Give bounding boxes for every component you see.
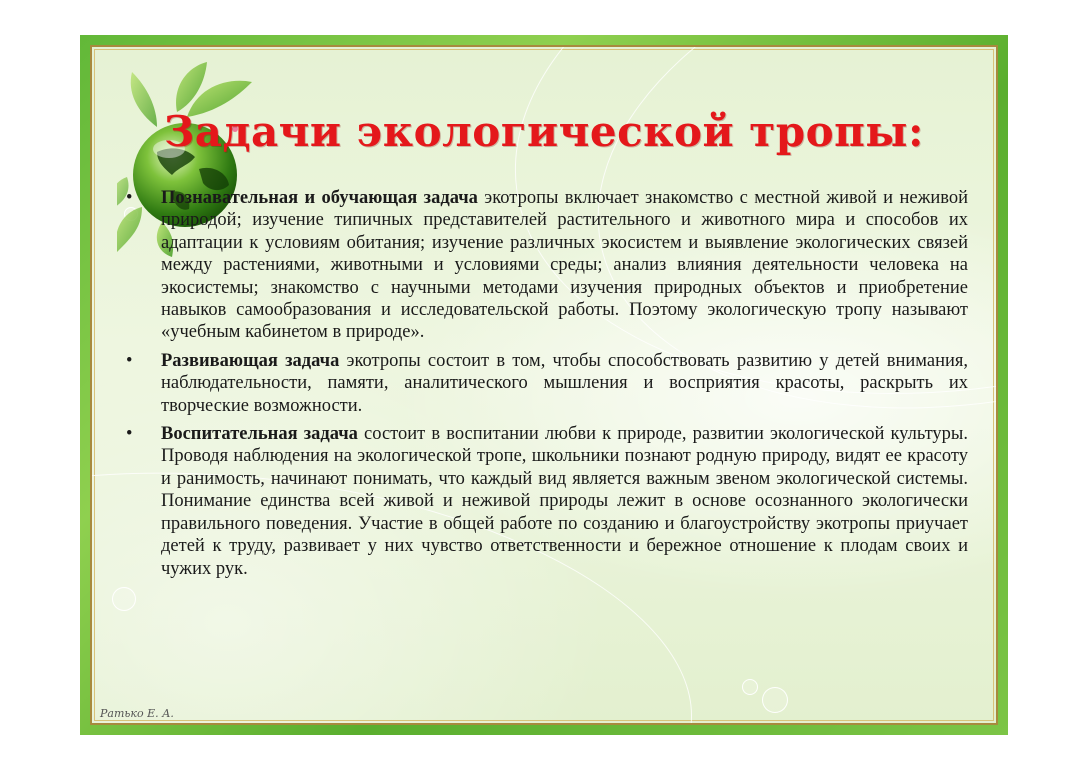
item-heading: Развивающая задача [161, 350, 340, 371]
bubble-icon [742, 679, 758, 695]
item-text: состоит в воспитании любви к природе, развитии экологической культуры. Проводя наблюдения на экологической тропе, школьники познают родную природу, видят ее красоту и ранимость, начинают понимать, что каждый вид является важным звеном экологической системы. Понимание единства всей живой и неживой природы лежит в основе осознанного экологически правильного поведения. Участие в общей работе по созданию и благоустройству экотропы приучает детей к труду, развивает у них чувство ответственности и бережное отношение к плодам своих и чужих рук. [161, 424, 968, 579]
bullet-marker: • [126, 424, 133, 445]
bubble-icon [112, 587, 136, 611]
item-text: экотропы состоит в том, чтобы способствовать развитию у детей внимания, наблюдательности, памяти, аналитического мышления и восприятия красоты, раскрыть их творческие возможности. [161, 350, 969, 416]
bubble-icon [762, 687, 788, 713]
slide-frame [80, 35, 1008, 735]
slide-title: Задачи экологической тропы: [163, 107, 925, 156]
bullet-marker: • [126, 188, 133, 208]
item-heading: Воспитательная задача [161, 424, 358, 445]
slide-panel [90, 45, 998, 725]
item-text: экотропы включает знакомство с местной живой и неживой природой; изучение типичных представителей растительного и животного мира и способов их адаптации к условиям обитания; изучение различных экосистем и выявление экологических связей между растениями, животными и условиями среды; анализ влияния деятельности человека на экосистемы; знакомство с научными методами изучения природных объектов и приобретение навыков самообразования и исследовательской работы. Поэтому экологическую тропу называют «учебным кабинетом в природе». [161, 188, 969, 343]
slide-body [120, 187, 968, 586]
list-item [120, 423, 968, 580]
task-list [120, 187, 968, 580]
list-item [120, 187, 968, 344]
bullet-marker: • [126, 350, 133, 371]
item-heading: Познавательная и обучающая задача [161, 188, 478, 208]
list-item [120, 350, 968, 417]
author-signature: Ратько Е. А. [100, 707, 174, 720]
